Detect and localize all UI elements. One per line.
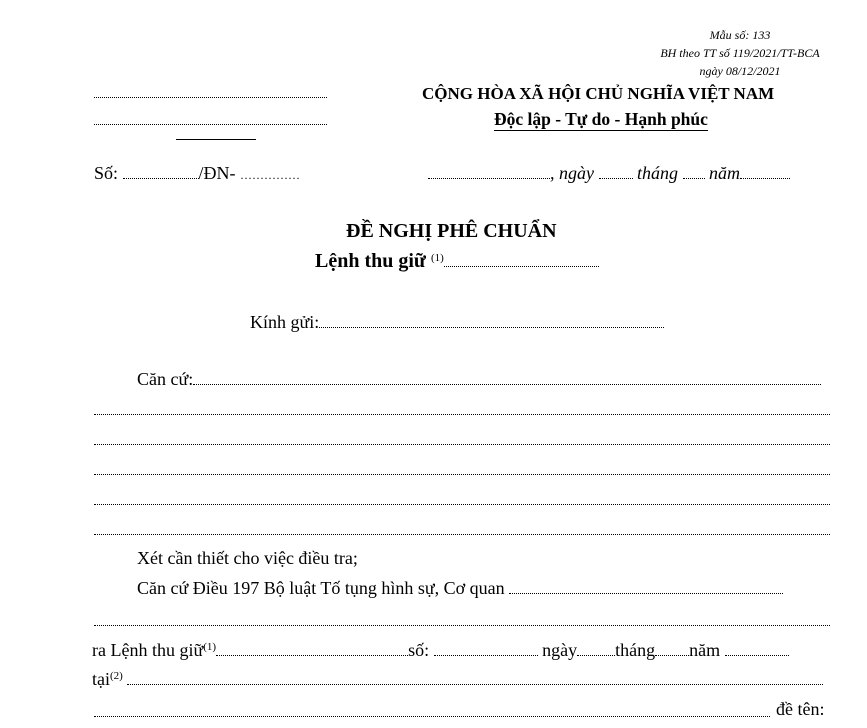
nation-title: CỘNG HÒA XÃ HỘI CHỦ NGHĨA VIỆT NAM — [422, 84, 775, 103]
subtitle-note: (1) — [430, 252, 444, 264]
order-note: (1) — [203, 641, 217, 653]
location-label: tại — [92, 669, 110, 689]
year-label: năm — [709, 163, 741, 183]
basis-line-4[interactable] — [94, 474, 830, 475]
recipient-field[interactable] — [319, 326, 664, 328]
form-issued-date: ngày 08/12/2021 — [699, 64, 781, 78]
date-comma: , — [550, 163, 555, 183]
basis-line-6[interactable] — [94, 534, 830, 535]
location-note: (2) — [110, 670, 123, 682]
basis-line-5[interactable] — [94, 504, 830, 505]
date-line — [428, 163, 790, 184]
addressee-field[interactable] — [94, 716, 770, 717]
agency-field-line-2[interactable] — [94, 625, 830, 626]
basis-label: Căn cứ: — [137, 369, 194, 389]
form-issued-by: BH theo TT số 119/2021/TT-BCA — [660, 46, 820, 60]
number-suffix-dots[interactable]: …………… — [240, 168, 301, 182]
document-subtitle: Lệnh thu giữ — [315, 250, 426, 272]
agency-line-1[interactable] — [94, 97, 327, 98]
order-prefix: ra Lệnh thu giữ — [92, 640, 204, 660]
order-type-field[interactable] — [444, 265, 599, 267]
agency-field[interactable] — [509, 592, 783, 594]
day-field[interactable] — [599, 177, 633, 179]
location-line — [92, 669, 823, 690]
legal-basis-text: Căn cứ Điều 197 Bộ luật Tố tụng hình sự, Cơ quan — [137, 578, 505, 598]
basis-line-2[interactable] — [94, 414, 830, 415]
number-suffix: /ĐN- — [198, 163, 236, 183]
recipient-label: Kính gửi: — [250, 312, 320, 332]
basis-line — [137, 369, 821, 390]
order-type-field-2[interactable] — [216, 654, 408, 656]
year-field[interactable] — [740, 177, 790, 179]
nation-motto: Độc lập - Tự do - Hạnh phúc — [494, 109, 708, 129]
form-number: Mẫu số: 133 — [709, 28, 771, 42]
addressee-label: đề tên: — [776, 699, 825, 719]
order-line — [92, 640, 789, 661]
order-month-field[interactable] — [655, 654, 689, 656]
agency-underline — [176, 139, 256, 140]
number-label: Số: — [94, 163, 119, 183]
legal-basis-line — [137, 578, 783, 599]
reference-line — [94, 163, 300, 184]
order-day-field[interactable] — [577, 654, 615, 656]
order-year-field[interactable] — [725, 654, 789, 656]
month-field[interactable] — [683, 177, 705, 179]
month-label: tháng — [637, 163, 679, 183]
location-field[interactable] — [127, 683, 823, 685]
order-year-label: năm — [689, 640, 721, 660]
order-number-field[interactable] — [434, 654, 538, 656]
document-title: ĐỀ NGHỊ PHÊ CHUẨN — [346, 220, 557, 242]
number-field[interactable] — [123, 177, 199, 179]
recipient-line — [250, 312, 664, 333]
order-day-label: ngày — [542, 640, 578, 660]
basis-line-3[interactable] — [94, 444, 830, 445]
document-subtitle-line — [315, 250, 599, 273]
order-month-label: tháng — [615, 640, 656, 660]
order-number-label: số: — [408, 640, 430, 660]
basis-field[interactable] — [193, 383, 821, 385]
day-label: ngày — [559, 163, 594, 183]
form-meta — [630, 26, 850, 80]
agency-line-2[interactable] — [94, 124, 327, 125]
place-field[interactable] — [428, 177, 550, 179]
necessity-text: Xét cần thiết cho việc điều tra; — [137, 548, 358, 568]
